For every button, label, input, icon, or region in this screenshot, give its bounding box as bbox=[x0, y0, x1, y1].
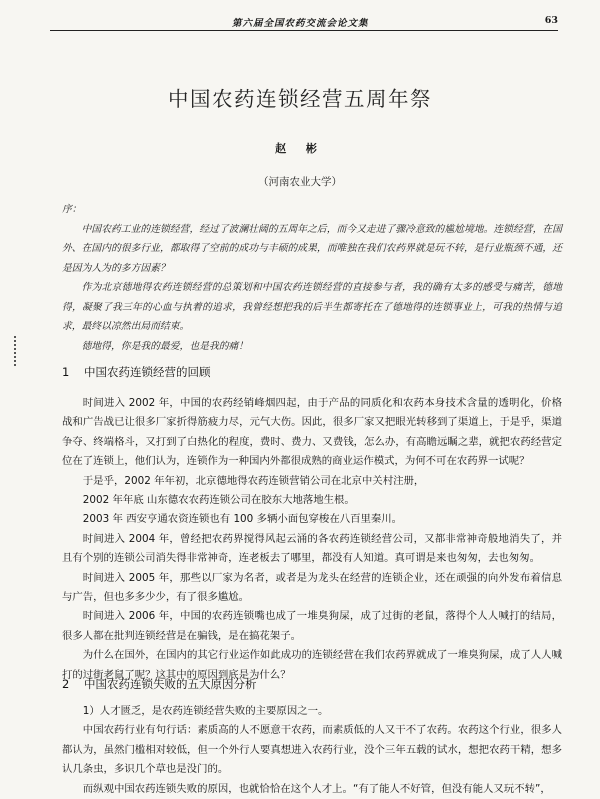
article-title: 中国农药连锁经营五周年祭 bbox=[168, 87, 432, 111]
body-paragraph: 中国农药行业有句行话：素质高的人不愿意干农药，而素质低的人又干不了农药。农药这个行业，很多人都认为，虽然门槛相对较低，但一个外行人要真想进入农药行业，没个三年五载的试水，想把农药干精，想多认几条虫，多识几个草也是没门的。 bbox=[62, 724, 562, 776]
section-2-body bbox=[62, 702, 562, 799]
preface-paragraph: 德地得，你是我的最爱，也是我的痛！ bbox=[81, 340, 249, 352]
body-paragraph: 为什么在国外，在国内的其它行业运作如此成功的连锁经营在我们农药界就成了一堆臭狗屎，成了人人喊打的过街老鼠了呢？这其中的原因到底是为什么？ bbox=[62, 649, 562, 681]
running-title: 第六届全国农药交流会论文集 bbox=[232, 18, 369, 29]
body-paragraph: 2003 年 西安亨通农资连锁也有 100 多辆小面包穿梭在八百里秦川。 bbox=[82, 513, 403, 526]
author-name: 赵 彬 bbox=[275, 142, 325, 155]
section-2-heading bbox=[62, 676, 257, 692]
preface-label: 序： bbox=[62, 204, 82, 215]
margin-dots bbox=[14, 336, 19, 366]
body-paragraph: 于是乎，2002 年年初，北京德地得农药连锁营销公司在北京中关村注册， bbox=[82, 474, 425, 487]
body-paragraph: 而纵观中国农药连锁失败的原因，也就恰恰在这个人才上。“有了能人不好管，但没有能人又玩不转”， bbox=[82, 782, 551, 795]
body-paragraph: 2002 年年底 山东德农农药连锁公司在胶东大地落地生根。 bbox=[82, 494, 355, 507]
section-1-title: 中国农药连锁经营的回顾 bbox=[84, 365, 211, 379]
running-header bbox=[50, 10, 558, 31]
body-paragraph: 时间进入 2005 年，那些以厂家为名者，或者是为龙头在经营的连锁企业，还在顽强的向外发布着信息与广告，但也多多少少，有了很多尴尬。 bbox=[62, 571, 562, 604]
body-paragraph: 时间进入 2006 年，中国的农药连锁嘴也成了一堆臭狗屎，成了过街的老鼠，落得个人人喊打的结局，很多人都在批判连锁经营是在骗钱，是在搞花架子。 bbox=[62, 610, 562, 642]
body-paragraph: 1）人才匮乏，是农药连锁经营失败的主要原因之一。 bbox=[82, 705, 329, 717]
preface-paragraph: 中国农药工业的连锁经营，经过了波澜壮阔的五周年之后，而今又走进了骤冷意致的尴尬境地。连锁经营，在国外、在国内的很多行业，都取得了空前的成功与丰硕的成果，而唯独在我们农药界就是玩不转，是行业瓶颈不通，还是因为人为的多方因素？ bbox=[62, 223, 562, 274]
preface-paragraph: 作为北京德地得农药连锁经营的总策划和中国农药连锁经营的直接参与者，我的确有太多的感受与痛苦，德地得，凝聚了我三年的心血与执着的追求，我曾经想把我的后半生都寄托在了德地得的连锁事业上，可我的热情与追求，最终以凉然出局而结束。 bbox=[62, 282, 562, 332]
preface bbox=[62, 200, 562, 356]
section-1-heading bbox=[62, 364, 211, 380]
section-2-title: 中国农药连锁失败的五大原因分析 bbox=[84, 677, 257, 691]
section-1-body bbox=[62, 394, 562, 685]
body-paragraph: 时间进入 2004 年，曾经把农药界搅得风起云涌的各农药连锁经营公司，又都非常神奇般地消失了，并且有个别的连锁公司消失得非常神奇，连老板去了哪里，都没有人知道。真可谓是来也匆匆，去也匆匆。 bbox=[62, 532, 562, 565]
page-number: 63 bbox=[544, 15, 558, 26]
author-affiliation: （河南农业大学） bbox=[258, 176, 342, 188]
body-paragraph: 时间进入 2002 年，中国的农药经销峰烟四起，由于产品的同质化和农药本身技术含量的透明化，价格战和广告战已让很多厂家折得筋疲力尽，元气大伤。因此，很多厂家又把眼光转移到了渠道上，于是乎，渠道争夺、终端格斗，又打到了白热化的程度，费时、费力、又费钱，怎么办，有高瞻远瞩之辈，就把农药经营定位在了连锁上，他们认为，连锁作为一种国内外都很成熟的商业运作模式，为何不可在农药界一试呢？ bbox=[62, 397, 562, 468]
section-1-number: 1 bbox=[62, 365, 70, 379]
section-2-number: 2 bbox=[62, 677, 70, 691]
